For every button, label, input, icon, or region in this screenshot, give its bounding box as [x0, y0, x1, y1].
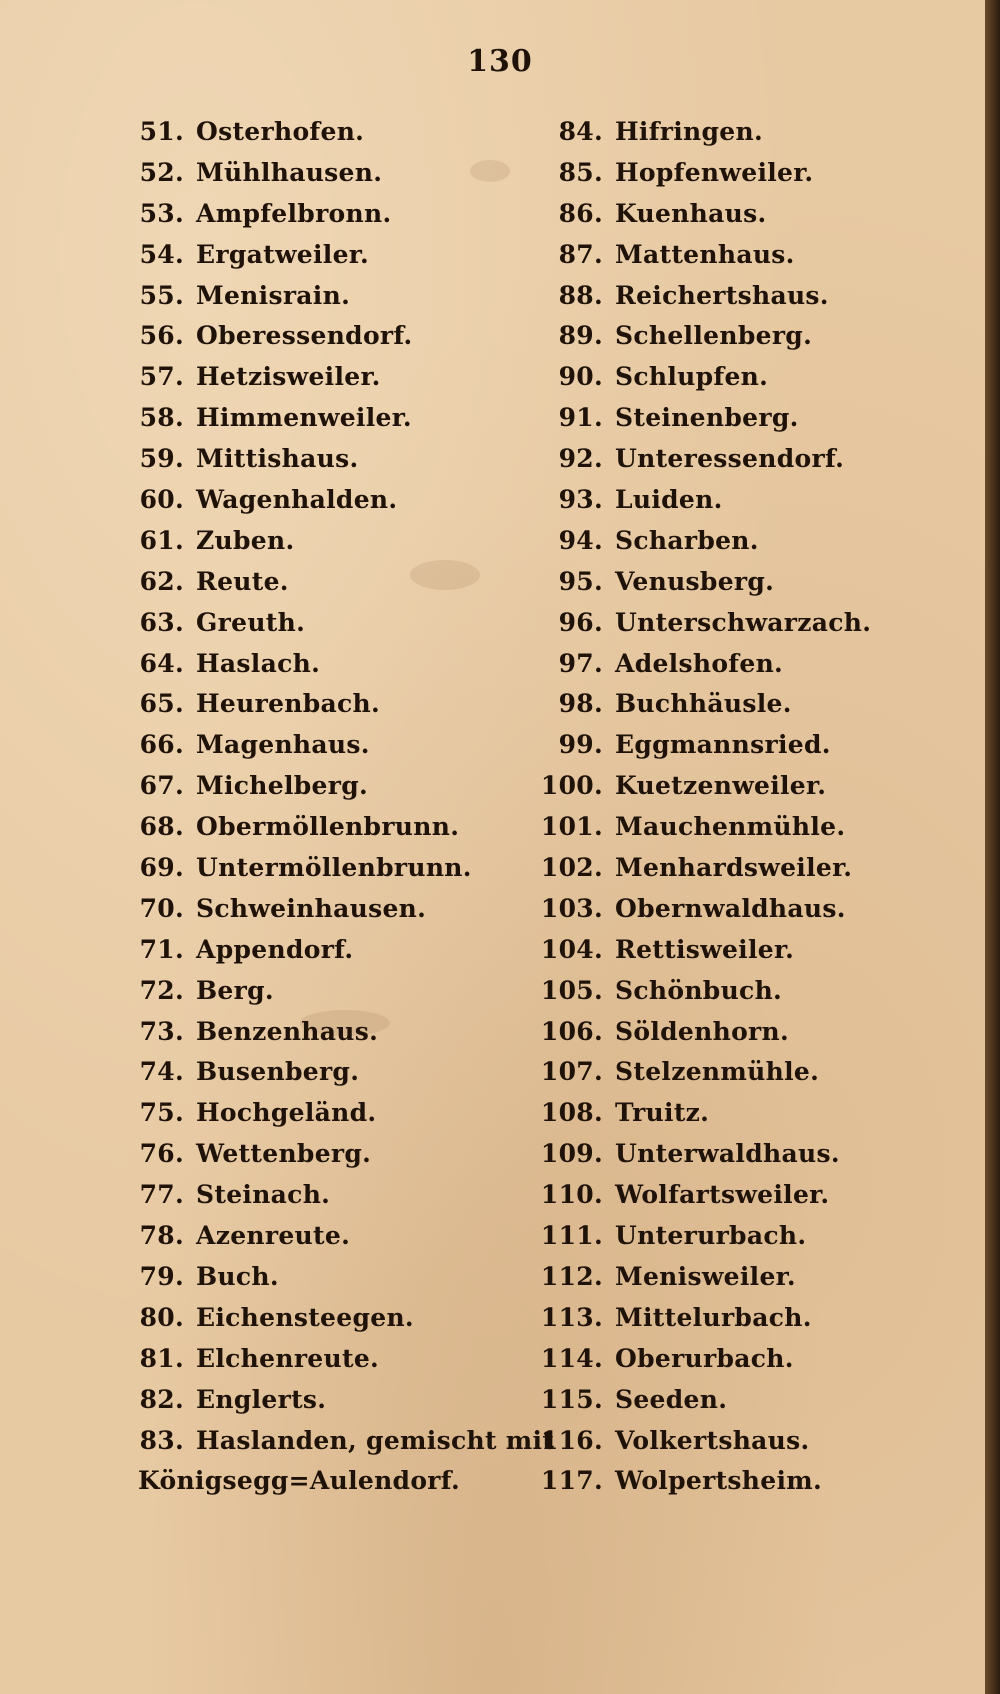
list-item — [120, 316, 520, 357]
list-item — [120, 1012, 520, 1053]
entry-number: 94. — [558, 525, 603, 555]
entry-number: 117. — [540, 1466, 603, 1496]
place-name: Michelberg. — [196, 771, 369, 801]
place-name: Greuth. — [196, 607, 306, 637]
entry-number: 67. — [139, 771, 184, 801]
entry-number: 99. — [558, 730, 603, 760]
list-item — [120, 644, 520, 685]
place-name: Magenhaus. — [196, 730, 370, 760]
place-name: Menhardsweiler. — [615, 853, 853, 883]
entry-number: 75. — [139, 1098, 184, 1128]
list-item — [525, 1216, 965, 1257]
list-item — [120, 1093, 520, 1134]
entry-number: 92. — [558, 444, 603, 474]
place-name: Menisweiler. — [615, 1261, 796, 1291]
page-number: 130 — [467, 44, 533, 79]
entry-number: 79. — [139, 1261, 184, 1291]
place-name: Wolpertsheim. — [615, 1466, 823, 1496]
list-item — [525, 480, 965, 521]
list-item — [525, 276, 965, 317]
place-name: Oberessendorf. — [196, 321, 413, 351]
place-name: Ergatweiler. — [196, 239, 369, 269]
place-name: Eichensteegen. — [196, 1302, 414, 1332]
entry-number: 106. — [540, 1016, 603, 1046]
list-item — [120, 889, 520, 930]
list-item — [525, 194, 965, 235]
list-item — [525, 1339, 965, 1380]
place-name: Elchenreute. — [196, 1343, 380, 1373]
list-item — [120, 194, 520, 235]
place-name: Schellenberg. — [615, 321, 813, 351]
entry-number: 70. — [139, 893, 184, 923]
entry-number: 109. — [540, 1139, 603, 1169]
list-item — [525, 766, 965, 807]
entry-number: 83. — [139, 1425, 184, 1455]
entry-number: 76. — [139, 1139, 184, 1169]
list-item — [120, 357, 520, 398]
place-name: Venusberg. — [615, 566, 775, 596]
list-item — [525, 357, 965, 398]
place-name: Kuenhaus. — [615, 198, 767, 228]
entry-number: 82. — [139, 1384, 184, 1414]
list-item — [525, 725, 965, 766]
list-item — [120, 1298, 520, 1339]
right-column — [525, 112, 965, 1502]
entry-number: 58. — [139, 403, 184, 433]
entry-number: 54. — [139, 239, 184, 269]
place-name: Stelzenmühle. — [615, 1057, 820, 1087]
list-item — [120, 153, 520, 194]
place-name: Berg. — [196, 975, 274, 1005]
entry-number: 72. — [139, 975, 184, 1005]
entry-number: 96. — [558, 607, 603, 637]
entry-number: 112. — [540, 1261, 603, 1291]
place-name: Menisrain. — [196, 280, 351, 310]
list-item — [525, 1012, 965, 1053]
place-name: Ampfelbronn. — [196, 198, 392, 228]
list-item — [525, 971, 965, 1012]
list-item — [120, 398, 520, 439]
list-item — [120, 684, 520, 725]
place-name: Mühlhausen. — [196, 157, 383, 187]
entry-number: 69. — [139, 853, 184, 883]
place-name: Schweinhausen. — [196, 893, 427, 923]
list-item — [120, 480, 520, 521]
list-item — [525, 1052, 965, 1093]
entry-number: 52. — [139, 157, 184, 187]
place-name: Truitz. — [615, 1098, 710, 1128]
list-item — [120, 112, 520, 153]
entry-number: 80. — [139, 1302, 184, 1332]
list-item — [525, 562, 965, 603]
list-item — [525, 112, 965, 153]
place-name: Hetzisweiler. — [196, 362, 381, 392]
place-name: Reute. — [196, 566, 289, 596]
entry-number: 114. — [540, 1343, 603, 1373]
list-item — [120, 1257, 520, 1298]
place-name: Steinach. — [196, 1180, 331, 1210]
list-item — [525, 603, 965, 644]
list-item — [525, 1175, 965, 1216]
entry-number: 107. — [540, 1057, 603, 1087]
place-name: Himmenweiler. — [196, 403, 412, 433]
place-name: Mauchenmühle. — [615, 812, 846, 842]
place-name: Obermöllenbrunn. — [196, 812, 460, 842]
list-item — [525, 1298, 965, 1339]
place-name: Englerts. — [196, 1384, 327, 1414]
place-name: Söldenhorn. — [615, 1016, 789, 1046]
list-item — [120, 1052, 520, 1093]
entry-number: 68. — [139, 812, 184, 842]
entry-number: 73. — [139, 1016, 184, 1046]
entry-number: 61. — [139, 525, 184, 555]
place-name: Haslanden, gemischt mit — [196, 1425, 555, 1455]
entry-number: 74. — [139, 1057, 184, 1087]
entry-number: 64. — [139, 648, 184, 678]
list-item — [525, 235, 965, 276]
entry-number: 89. — [558, 321, 603, 351]
entry-number: 85. — [558, 157, 603, 187]
list-item — [525, 1461, 965, 1502]
place-name: Buchhäusle. — [615, 689, 792, 719]
list-item — [120, 848, 520, 889]
entry-number: 59. — [139, 444, 184, 474]
entry-number: 55. — [139, 280, 184, 310]
list-item — [120, 971, 520, 1012]
place-name: Scharben. — [615, 525, 759, 555]
place-name: Hochgeländ. — [196, 1098, 377, 1128]
place-name: Busenberg. — [196, 1057, 360, 1087]
place-name: Unterurbach. — [615, 1221, 807, 1251]
entry-number: 90. — [558, 362, 603, 392]
list-item — [120, 766, 520, 807]
list-item — [525, 684, 965, 725]
entry-number: 88. — [558, 280, 603, 310]
list-item — [525, 439, 965, 480]
entry-number: 65. — [139, 689, 184, 719]
place-name: Adelshofen. — [615, 648, 784, 678]
place-name: Obernwaldhaus. — [615, 893, 846, 923]
entry-number: 100. — [540, 771, 603, 801]
list-item — [525, 1257, 965, 1298]
entry-number: 53. — [139, 198, 184, 228]
place-name: Buch. — [196, 1261, 279, 1291]
place-name: Mattenhaus. — [615, 239, 795, 269]
entry-number: 62. — [139, 566, 184, 596]
list-item — [120, 276, 520, 317]
page-edge — [985, 0, 1000, 1694]
place-name: Reichertshaus. — [615, 280, 829, 310]
place-name: Schönbuch. — [615, 975, 783, 1005]
list-item — [120, 603, 520, 644]
place-name: Unteressendorf. — [615, 444, 845, 474]
entry-number: 95. — [558, 566, 603, 596]
place-name: Wettenberg. — [196, 1139, 372, 1169]
place-name: Steinenberg. — [615, 403, 799, 433]
place-name: Oberurbach. — [615, 1343, 794, 1373]
entry-number: 113. — [540, 1302, 603, 1332]
entry-number: 115. — [540, 1384, 603, 1414]
entry-number: 77. — [139, 1180, 184, 1210]
left-column — [120, 112, 555, 1502]
entry-number: 63. — [139, 607, 184, 637]
entry-number: 84. — [558, 117, 603, 146]
place-name: Schlupfen. — [615, 362, 769, 392]
place-name: Benzenhaus. — [196, 1016, 379, 1046]
place-name: Seeden. — [615, 1384, 728, 1414]
entry-number: 110. — [540, 1180, 603, 1210]
entry-number: 71. — [139, 934, 184, 964]
place-name: Unterschwarzach. — [615, 607, 872, 637]
place-name: Azenreute. — [196, 1221, 351, 1251]
entry-number: 87. — [558, 239, 603, 269]
place-name: Hopfenweiler. — [615, 157, 814, 187]
list-item — [120, 1421, 555, 1462]
list-item — [120, 521, 520, 562]
entry-number: 66. — [139, 730, 184, 760]
entry-number: 102. — [540, 853, 603, 883]
place-name: Hifringen. — [615, 117, 763, 146]
entry-number: 91. — [558, 403, 603, 433]
list-item — [120, 807, 520, 848]
list-item — [525, 1421, 965, 1462]
place-name: Zuben. — [196, 525, 295, 555]
place-name: Haslach. — [196, 648, 321, 678]
place-name: Kuetzenweiler. — [615, 771, 827, 801]
list-item — [120, 439, 520, 480]
list-item — [525, 889, 965, 930]
list-item — [525, 1093, 965, 1134]
entry-number: 103. — [540, 893, 603, 923]
entry-number: 51. — [139, 117, 184, 146]
list-item — [120, 725, 520, 766]
list-item — [120, 1380, 520, 1421]
entry-number: 86. — [558, 198, 603, 228]
list-item — [120, 562, 520, 603]
place-name: Volkertshaus. — [615, 1425, 810, 1455]
place-name: Wolfartsweiler. — [615, 1180, 830, 1210]
entry-number: 105. — [540, 975, 603, 1005]
entry-number: 56. — [139, 321, 184, 351]
entry-number: 97. — [558, 648, 603, 678]
list-item — [525, 930, 965, 971]
list-item — [525, 521, 965, 562]
entry-number: 116. — [540, 1425, 603, 1455]
list-item — [525, 153, 965, 194]
entry-number: 81. — [139, 1343, 184, 1373]
entry-number: 57. — [139, 362, 184, 392]
list-item — [120, 1175, 520, 1216]
entry-number: 101. — [540, 812, 603, 842]
entry-number: 104. — [540, 934, 603, 964]
place-name: Mittishaus. — [196, 444, 359, 474]
list-item — [120, 235, 520, 276]
entry-number: 93. — [558, 485, 603, 515]
list-item — [120, 930, 520, 971]
entry-number: 108. — [540, 1098, 603, 1128]
place-name: Untermöllenbrunn. — [196, 853, 472, 883]
entry-number: 60. — [139, 485, 184, 515]
place-name: Eggmannsried. — [615, 730, 831, 760]
list-item — [525, 1134, 965, 1175]
list-item — [525, 848, 965, 889]
place-name: Unterwaldhaus. — [615, 1139, 840, 1169]
entry-number: 78. — [139, 1221, 184, 1251]
continuation-line: Königsegg=Aulendorf. — [138, 1466, 460, 1496]
entry-number: 98. — [558, 689, 603, 719]
entry-number: 111. — [540, 1221, 603, 1251]
list-item — [120, 1134, 520, 1175]
place-name: Luiden. — [615, 485, 723, 515]
place-name: Rettisweiler. — [615, 934, 795, 964]
place-name: Heurenbach. — [196, 689, 381, 719]
list-item — [525, 644, 965, 685]
list-item — [525, 1380, 965, 1421]
list-item — [525, 807, 965, 848]
place-name: Wagenhalden. — [196, 485, 398, 515]
list-item — [525, 398, 965, 439]
list-item — [525, 316, 965, 357]
place-name: Osterhofen. — [196, 117, 365, 146]
list-item — [120, 1216, 520, 1257]
place-name: Appendorf. — [196, 934, 354, 964]
place-name: Mittelurbach. — [615, 1302, 812, 1332]
list-item — [120, 1339, 520, 1380]
